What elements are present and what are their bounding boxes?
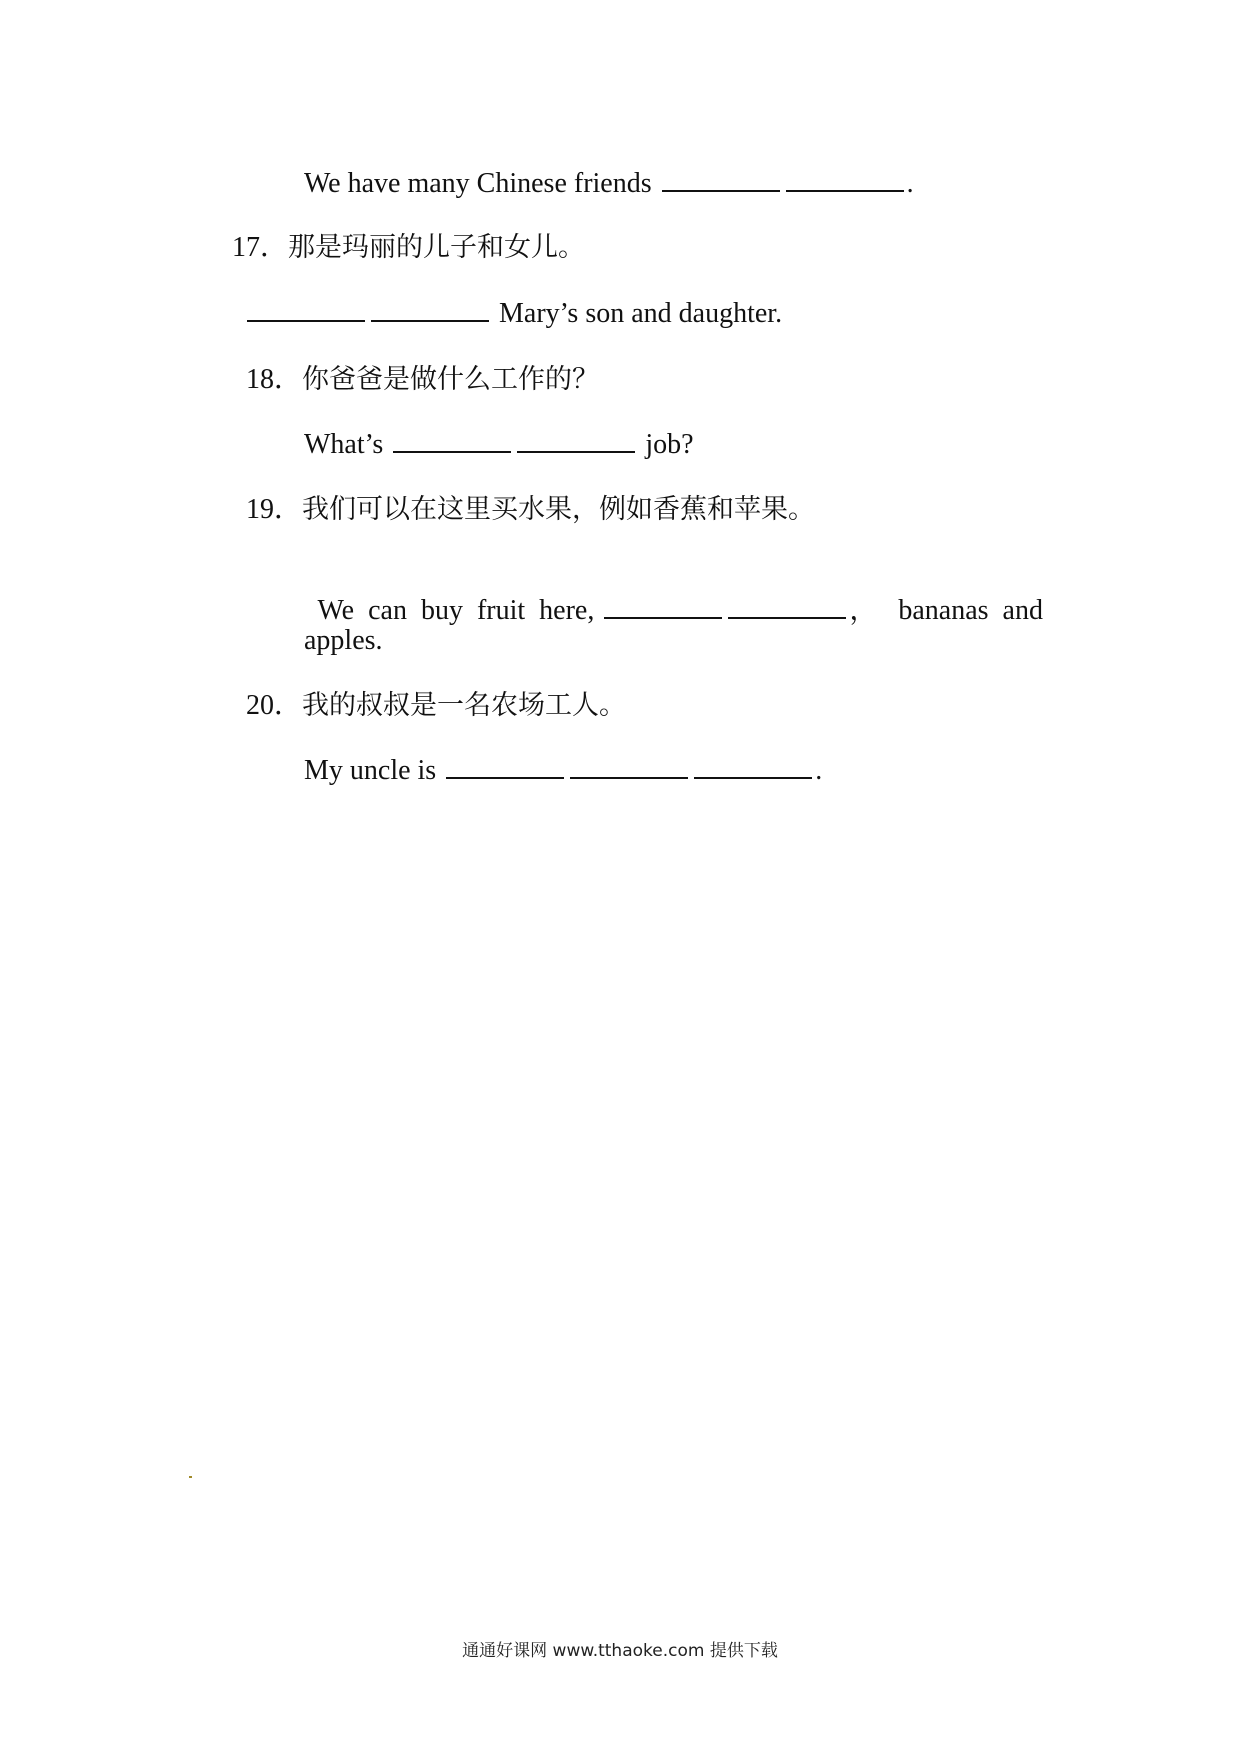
page-footer: 通通好课网 www.tthaoke.com 提供下载 xyxy=(462,1641,778,1661)
q19-chinese: 我们可以在这里买水果，例如香蕉和苹果。 xyxy=(302,494,816,525)
q18-text-before: What’s xyxy=(304,429,384,460)
q16-english-line xyxy=(304,166,914,202)
q17-blank-2[interactable] xyxy=(371,296,489,322)
q19-prompt xyxy=(246,492,815,528)
q18-blank-1[interactable] xyxy=(393,427,511,453)
q18-chinese: 你爸爸是做什么工作的？ xyxy=(302,364,600,395)
q20-prompt xyxy=(246,688,626,724)
q19-number: 19． xyxy=(246,494,303,525)
q17-english-line xyxy=(244,296,782,332)
q20-number: 20． xyxy=(246,690,303,721)
q17-number: 17． xyxy=(232,232,289,263)
q19-text-before: We can buy fruit here, xyxy=(317,595,595,626)
q19-blank-2[interactable] xyxy=(728,593,846,619)
q19-english-continuation xyxy=(304,623,383,659)
q17-text-after: Mary’s son and daughter. xyxy=(499,298,783,329)
q19-blank-1[interactable] xyxy=(604,593,722,619)
q20-blank-1[interactable] xyxy=(446,753,564,779)
q16-text-after: . xyxy=(906,168,914,199)
q16-blank-1[interactable] xyxy=(662,166,780,192)
q16-text-before: We have many Chinese friends xyxy=(304,168,652,199)
q18-text-after: job? xyxy=(645,429,694,460)
q17-blank-1[interactable] xyxy=(247,296,365,322)
q20-blank-2[interactable] xyxy=(570,753,688,779)
q18-prompt xyxy=(246,362,599,398)
q20-english-line xyxy=(304,753,822,789)
q20-text-after: . xyxy=(815,755,823,786)
q18-blank-2[interactable] xyxy=(517,427,635,453)
q20-chinese: 我的叔叔是一名农场工人。 xyxy=(302,690,627,721)
scan-speck xyxy=(189,1476,192,1478)
q20-blank-3[interactable] xyxy=(694,753,812,779)
q19-text-after: ， bananas and xyxy=(849,595,1043,626)
q19-text-continuation: apples. xyxy=(304,625,383,656)
q16-blank-2[interactable] xyxy=(786,166,904,192)
q17-prompt xyxy=(232,230,585,266)
q19-english-line xyxy=(304,557,1043,629)
q18-number: 18． xyxy=(246,364,303,395)
q18-english-line xyxy=(304,427,694,463)
q20-text-before: My uncle is xyxy=(304,755,437,786)
q17-chinese: 那是玛丽的儿子和女儿。 xyxy=(288,232,586,263)
